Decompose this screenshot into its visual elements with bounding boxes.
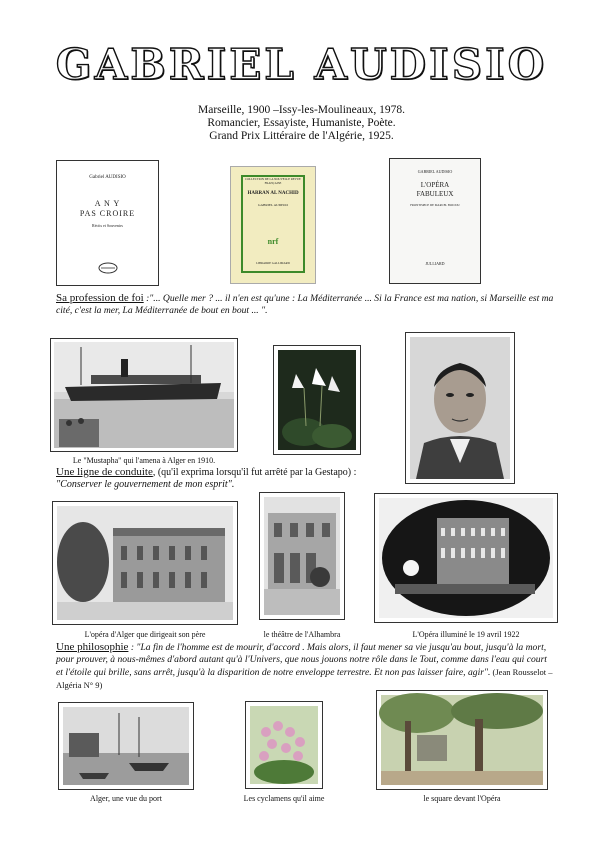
book-cover-any-pas-croire bbox=[56, 160, 159, 286]
opera-alger-photo bbox=[53, 502, 237, 624]
book2-top: COLLECTION DE LA NOUVELLE REVUE FRANÇAISE bbox=[245, 177, 301, 185]
book2-logo: nrf bbox=[267, 237, 279, 246]
photo-cyclamens-1-frame bbox=[273, 345, 361, 455]
section3-lead: Une philosophie bbox=[56, 641, 129, 653]
book1-title-2: PAS CROIRE bbox=[79, 209, 136, 218]
photo-mustapha-frame bbox=[50, 338, 238, 452]
book3-title-2: FABULEUX bbox=[416, 190, 454, 198]
portrait-audisio-photo bbox=[406, 333, 514, 483]
square-opera-photo bbox=[377, 691, 547, 789]
book1-author: Gabriel AUDISIO bbox=[89, 175, 126, 180]
photo-square-frame bbox=[376, 690, 548, 790]
caption-port: Alger, une vue du port bbox=[90, 794, 162, 803]
alhambra-theatre-photo bbox=[260, 493, 344, 619]
book3-sub: FRONTISPICE DE MARCEL BOUJOU bbox=[410, 203, 460, 207]
caption-cyclamens: Les cyclamens qu'il aime bbox=[243, 794, 325, 803]
book-cover-harran-al-nachid bbox=[230, 166, 316, 284]
book-cover-opera-fabuleux bbox=[389, 158, 481, 284]
cyclamen-flowers-photo bbox=[274, 346, 360, 454]
caption-opera-illumine: L'Opéra illuminé le 19 avril 1922 bbox=[412, 630, 520, 639]
book3-title-1: L'OPÉRA bbox=[420, 181, 450, 189]
photo-cyclamens-2-frame bbox=[245, 701, 323, 789]
publisher-logo-icon bbox=[97, 261, 119, 275]
opera-illuminated-photo bbox=[375, 494, 557, 622]
bio-line-2: Romancier, Essayiste, Humaniste, Poète. bbox=[207, 117, 396, 129]
ligne-de-conduite bbox=[56, 466, 416, 491]
photo-opera-illumine-frame bbox=[374, 493, 558, 623]
photo-alhambra-frame bbox=[259, 492, 345, 620]
book2-bottom: LIBRAIRIE GALLIMARD bbox=[256, 261, 290, 265]
book2-author: GABRIEL AUDISIO bbox=[257, 203, 289, 207]
photo-opera-alger-frame bbox=[52, 501, 238, 625]
book1-title-1: A N Y bbox=[94, 199, 121, 208]
ship-mustapha-photo bbox=[51, 339, 237, 451]
book3-author: GABRIEL AUDISIO bbox=[417, 169, 453, 174]
alger-port-photo bbox=[59, 703, 193, 789]
caption-opera-alger: L'opéra d'Alger que dirigeait son père bbox=[84, 630, 206, 639]
photo-port-frame bbox=[58, 702, 194, 790]
section3-text: : "La fin de l'homme est de mourir, d'accord . Mais alors, il faut mener sa vie jusqu'au bout, jusqu'à la mort, pour prouver, à nous-mêmes d'abord autant qu'à l'Univers, que nous jouons notre rôle dans le Tout, comme dans l'eau qui court et l'étoile qui brille, sans arrêt, jusqu'à la disparition de notre enveloppe terrestre. Et non pas laisser faire, agir". bbox=[56, 642, 547, 678]
book1-sub: Récits et Souvenirs bbox=[92, 223, 123, 228]
profession-de-foi bbox=[56, 292, 556, 317]
caption-square: le square devant l'Opéra bbox=[423, 794, 501, 803]
caption-mustapha: Le "Mustapha" qui l'amena à Alger en 1910. bbox=[72, 456, 216, 465]
pink-cyclamens-photo bbox=[246, 702, 322, 788]
section3-source: (Jean Rousselot –Algéria N° 9) bbox=[56, 667, 553, 690]
bio-line-3: Grand Prix Littéraire de l'Algérie, 1925. bbox=[209, 130, 394, 142]
section1-lead: Sa profession de foi bbox=[56, 292, 144, 304]
section2-context: , (qu'il exprima lorsqu'il fut arrêté par la Gestapo) : bbox=[152, 467, 357, 478]
bio-line-1: Marseille, 1900 –Issy-les-Moulineaux, 1978. bbox=[198, 104, 405, 116]
page-title: GABRIEL AUDISIO bbox=[55, 40, 548, 89]
section2-lead: Une ligne de conduite bbox=[56, 466, 153, 478]
philosophie bbox=[56, 641, 556, 692]
section2-quote: "Conserver le gouvernement de mon esprit". bbox=[56, 479, 235, 490]
photo-portrait-frame bbox=[405, 332, 515, 484]
book2-title: HARRAN AL NACHID bbox=[247, 191, 299, 196]
caption-alhambra: le théâtre de l'Alhambra bbox=[263, 630, 341, 639]
section1-text: :"... Quelle mer ? ... il n'en est qu'une : La Méditerranée ... Si la France est ma nation, si Marseille est ma cité, c'est la mer, La Méditerranée de bout en bout ... ". bbox=[56, 293, 554, 316]
book3-publisher: JULLIARD bbox=[425, 261, 445, 266]
